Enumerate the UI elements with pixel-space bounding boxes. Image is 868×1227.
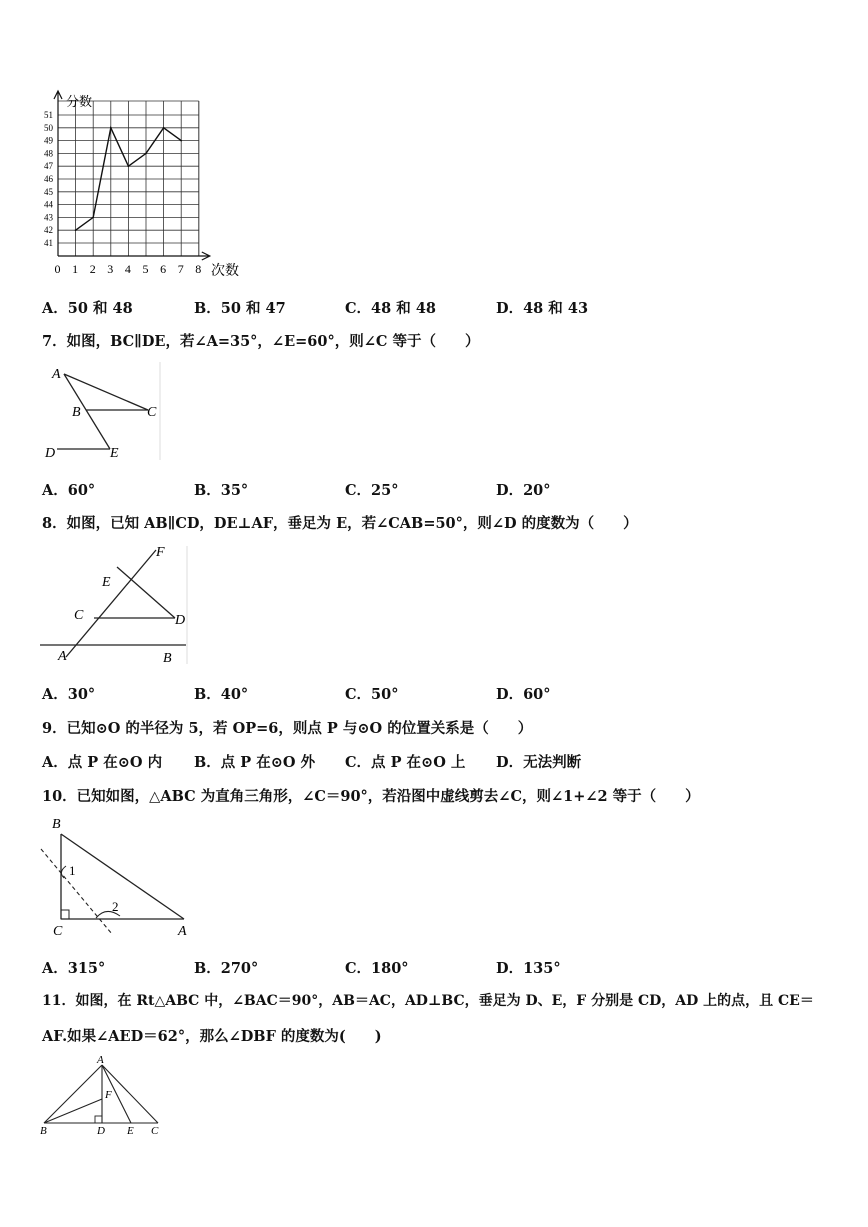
q7-option-b[interactable]: B．35° [194,482,249,499]
q11-question-line-1: 11．如图，在 Rt△ABC 中，∠BAC＝90°，AB＝AC，AD⊥BC，垂足为 D、E，F 分别是 CD，AD 上的点，且 CE＝ [42,993,814,1009]
q6-option-b[interactable]: B．50 和 47 [194,300,286,317]
chart-tick-labels [44,110,201,276]
chart-axes [54,91,210,260]
q8-label-e: E [102,575,111,590]
chart-y-tick-label: 50 [44,122,53,133]
q11-label-f: F [105,1089,112,1101]
q6-option-a[interactable]: A．50 和 48 [42,300,133,317]
chart-x-tick-label: 6 [160,262,167,276]
q11-label-b: B [40,1125,47,1137]
q10-angle-1: 1 [69,863,76,878]
q8-option-a[interactable]: A．30° [42,686,96,703]
chart-y-tick-label: 46 [44,174,53,184]
chart-x-tick-label: 4 [124,262,131,276]
q7-label-b: B [72,405,81,420]
chart-y-tick-label: 43 [44,212,53,223]
q10-angle-2: 2 [112,899,119,914]
chart-y-tick-label: 47 [44,161,53,172]
chart-data-point [180,140,182,142]
q7-question-text: 7．如图，BC∥DE，若∠A=35°，∠E=60°，则∠C 等于（ ） [42,333,480,350]
q10-option-b[interactable]: B．270° [194,960,259,977]
chart-x-tick-label: 5 [142,262,149,276]
q8-label-f: F [156,545,165,560]
q10-label-c: C [53,924,63,939]
q8-label-b: B [163,651,172,666]
q8-figure [38,542,193,667]
q7-label-c: C [147,405,157,420]
chart-xlabel: 次数 [211,264,239,279]
q8-label-d: D [175,613,186,628]
chart-data-point [75,229,77,231]
q9-option-d[interactable]: D．无法判断 [496,754,582,771]
chart-data-point [110,127,112,129]
q7-label-d: D [45,446,56,461]
q8-option-d[interactable]: D．60° [496,686,551,703]
q8-option-c[interactable]: C．50° [345,686,399,703]
chart-data-point [163,127,165,129]
chart-y-tick-label: 44 [44,199,53,210]
q7-option-c[interactable]: C．25° [345,482,399,499]
chart-x-tick-label: 8 [195,262,202,276]
q9-question-text: 9．已知⊙O 的半径为 5，若 OP=6，则点 P 与⊙O 的位置关系是（ ） [42,720,533,737]
q9-option-b[interactable]: B．点 P 在⊙O 外 [194,754,316,771]
chart-x-tick-label: 2 [89,262,96,276]
q7-figure [40,360,165,465]
chart-y-tick-label: 42 [44,225,53,236]
q9-option-c[interactable]: C．点 P 在⊙O 上 [345,754,466,771]
q7-label-a: A [52,367,61,382]
q11-label-a: A [97,1054,104,1066]
q10-option-a[interactable]: A．315° [42,960,106,977]
chart-x-tick-label: 1 [72,262,79,276]
q10-label-a: A [178,924,187,939]
chart-data-point [145,153,147,155]
chart-data-point [92,217,94,219]
chart-data-point [127,165,129,167]
q11-question-line-2: AF.如果∠AED＝62°，那么∠DBF 的度数为( ) [42,1028,382,1045]
q10-label-b: B [52,817,61,832]
q6-option-d[interactable]: D．48 和 43 [496,300,589,317]
chart-x-tick-label: 7 [177,262,184,276]
q7-option-d[interactable]: D．20° [496,482,551,499]
q10-question-text: 10．已知如图，△ABC 为直角三角形，∠C＝90°，若沿图中虚线剪去∠C，则∠1+∠2 等于（ ） [42,788,700,805]
q8-option-b[interactable]: B．40° [194,686,249,703]
q6-option-c[interactable]: C．48 和 48 [345,300,436,317]
q7-label-e: E [110,446,119,461]
chart-grid [58,101,199,256]
q7-option-a[interactable]: A．60° [42,482,96,499]
q10-option-c[interactable]: C．180° [345,960,409,977]
q8-question-text: 8．如图，已知 AB∥CD，DE⊥AF，垂足为 E，若∠CAB=50°，则∠D 的度数为（ ） [42,515,638,532]
q8-label-c: C [74,608,84,623]
chart-x-tick-label: 3 [107,262,114,276]
chart-y-tick-label: 41 [44,238,53,248]
q10-option-d[interactable]: D．135° [496,960,561,977]
q11-label-c: C [151,1125,159,1137]
chart-x-tick-label: 0 [54,262,61,276]
q11-label-e: E [127,1125,134,1137]
chart-ylabel: 分数 [66,94,93,109]
chart-y-tick-label: 48 [44,148,53,159]
score-line-chart [36,88,256,280]
chart-y-tick-label: 49 [44,135,53,146]
q10-figure [36,814,196,939]
q11-label-d: D [97,1125,105,1137]
chart-y-tick-label: 45 [44,186,53,197]
q11-figure [36,1053,166,1138]
q8-label-a: A [58,649,67,664]
q9-option-a[interactable]: A．点 P 在⊙O 内 [42,754,163,771]
chart-y-tick-label: 51 [44,110,53,120]
